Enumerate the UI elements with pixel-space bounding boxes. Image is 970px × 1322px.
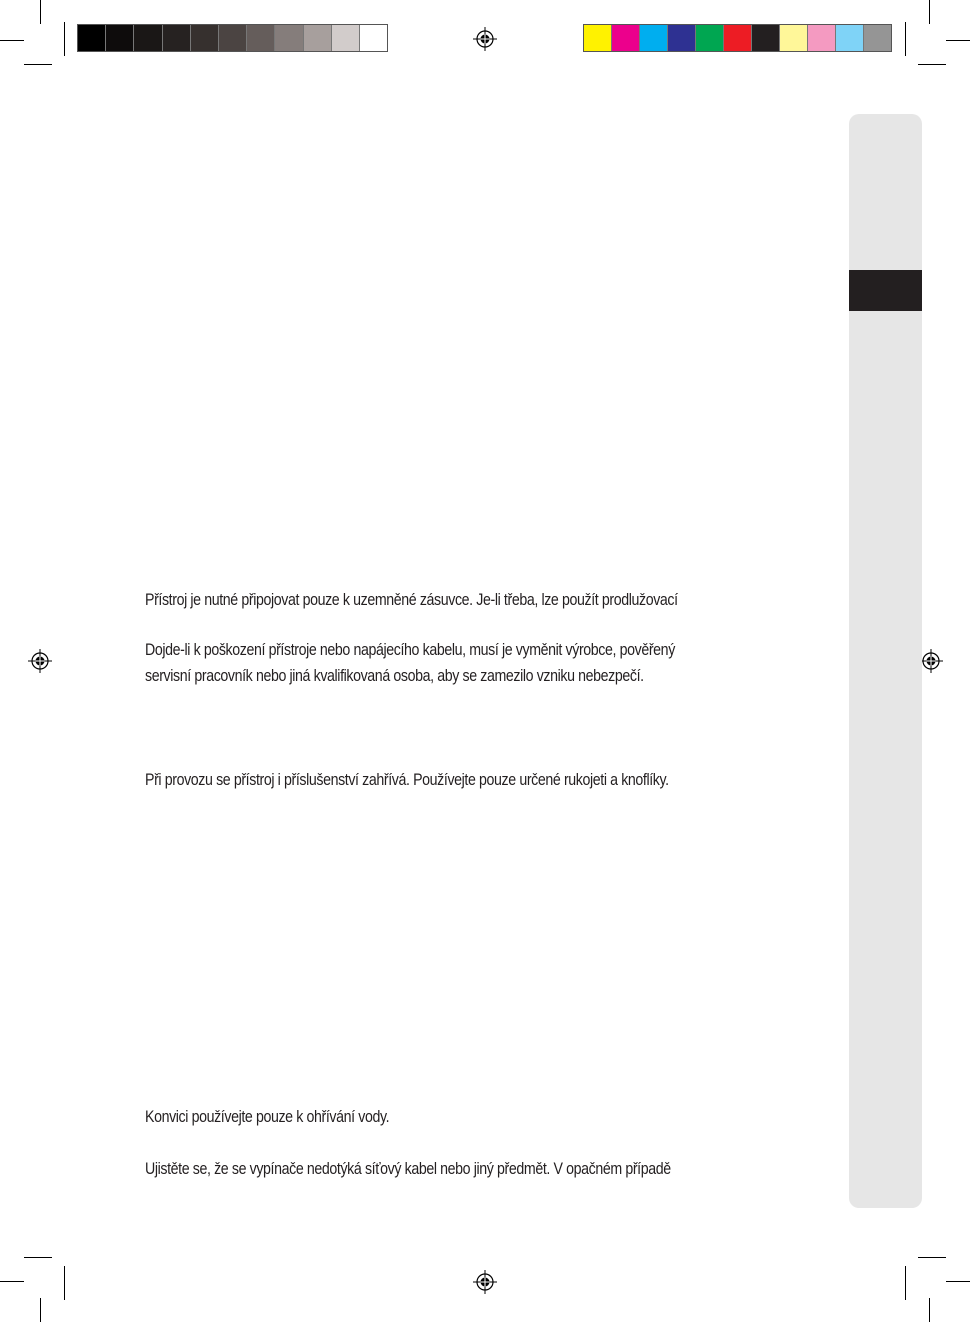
color-swatch	[668, 25, 696, 51]
color-swatch	[640, 25, 668, 51]
registration-mark-icon	[919, 649, 943, 673]
registration-mark-icon	[473, 27, 497, 51]
color-swatch	[584, 25, 612, 51]
registration-mark-icon	[473, 1270, 497, 1294]
crop-mark	[918, 64, 946, 65]
paragraph-hot-surfaces	[145, 767, 738, 793]
crop-mark	[0, 40, 24, 41]
crop-mark	[40, 0, 41, 24]
color-swatch	[163, 25, 191, 51]
crop-mark	[24, 64, 52, 65]
color-swatch	[752, 25, 780, 51]
paragraph-line: Při provozu se přístroj i příslušenství zahřívá. Používejte pouze určené rukojeti a knoflíky.	[145, 771, 669, 789]
crop-mark	[24, 1257, 52, 1258]
color-swatch	[191, 25, 219, 51]
crop-mark	[40, 1298, 41, 1322]
color-swatch	[332, 25, 360, 51]
color-swatch	[612, 25, 640, 51]
color-swatch	[275, 25, 303, 51]
color-swatch	[808, 25, 836, 51]
color-swatch	[106, 25, 134, 51]
crop-mark	[905, 22, 906, 56]
color-swatch	[864, 25, 891, 51]
color-swatch	[134, 25, 162, 51]
paragraph-grounding	[145, 587, 738, 613]
paragraph-line: Dojde-li k poškození přístroje nebo napájecího kabelu, musí je vyměnit výrobce, pověřený	[145, 641, 675, 659]
paragraph-kettle-usage	[145, 1104, 738, 1130]
crop-mark	[64, 1266, 65, 1300]
paragraph-damaged-cable	[145, 637, 738, 689]
paragraph-switch-warning	[145, 1156, 738, 1182]
paragraph-line: Ujistěte se, že se vypínače nedotýká síťový kabel nebo jiný předmět. V opačném případě	[145, 1160, 671, 1178]
color-swatch	[78, 25, 106, 51]
crop-mark	[929, 0, 930, 24]
paragraph-line: Přístroj je nutné připojovat pouze k uzemněné zásuvce. Je-li třeba, lze použít prodlužovací	[145, 591, 678, 609]
crop-mark	[64, 22, 65, 56]
color-swatch	[247, 25, 275, 51]
crop-mark	[946, 1281, 970, 1282]
grayscale-color-bar	[77, 24, 388, 52]
paragraph-line: servisní pracovník nebo jiná kvalifikovaná osoba, aby se zamezilo vzniku nebezpečí.	[145, 667, 644, 685]
color-swatch	[724, 25, 752, 51]
crop-mark	[946, 40, 970, 41]
crop-mark	[0, 1281, 24, 1282]
color-swatch	[304, 25, 332, 51]
color-swatch	[696, 25, 724, 51]
crop-mark	[929, 1298, 930, 1322]
section-tab-marker	[849, 270, 922, 311]
crop-mark	[905, 1266, 906, 1300]
registration-mark-icon	[28, 649, 52, 673]
crop-mark	[918, 1257, 946, 1258]
color-swatch	[780, 25, 808, 51]
color-swatch	[360, 25, 387, 51]
paragraph-line: Konvici používejte pouze k ohřívání vody.	[145, 1108, 390, 1126]
process-color-bar	[583, 24, 892, 52]
color-swatch	[836, 25, 864, 51]
color-swatch	[219, 25, 247, 51]
